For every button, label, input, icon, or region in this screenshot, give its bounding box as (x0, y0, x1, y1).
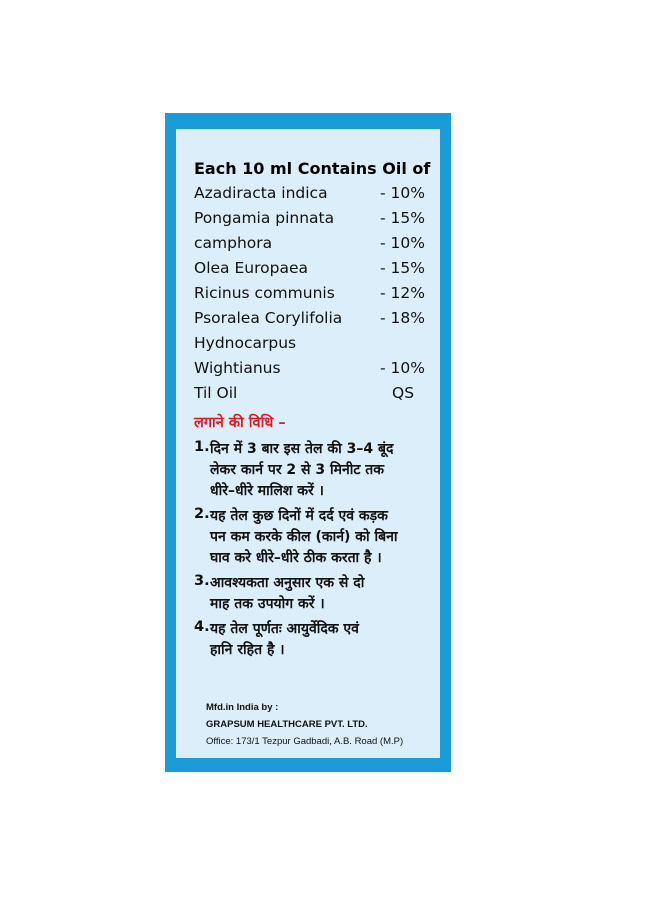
step-text-line: लेकर कार्न पर 2 से 3 मिनीट तक (210, 462, 385, 478)
label-panel (176, 129, 440, 758)
ingredient-row (194, 309, 434, 334)
step-text-line: धीरे–धीरे मालिश करें । (210, 483, 324, 499)
manufacturer-label: Mfd.in India by : (206, 702, 279, 713)
ingredient-percentage: - 10% (380, 359, 425, 377)
composition-heading: Each 10 ml Contains Oil of (194, 159, 431, 178)
ingredient-row (194, 234, 434, 259)
ingredient-name: Ricinus communis (194, 284, 335, 302)
ingredient-row (194, 184, 434, 209)
step-text-line: पन कम करके कील (कार्न) को बिना (210, 529, 398, 545)
ingredient-percentage: - 12% (380, 284, 425, 302)
step-number: 1. (194, 439, 210, 455)
ingredient-percentage: - 15% (380, 209, 425, 227)
step-number: 2. (194, 506, 210, 522)
step-text-line: माह तक उपयोग करें । (210, 596, 325, 612)
usage-step (194, 573, 434, 615)
ingredient-percentage: QS (392, 384, 415, 402)
usage-step (194, 619, 434, 661)
ingredient-row (194, 359, 434, 384)
ingredient-percentage: - 15% (380, 259, 425, 277)
manufacturer-name: GRAPSUM HEALTHCARE PVT. LTD. (206, 719, 368, 730)
manufacturer-office: Office: 173/1 Tezpur Gadbadi, A.B. Road (M.P) (206, 736, 404, 747)
usage-method-title: लगाने की विधि – (194, 415, 286, 431)
step-number: 4. (194, 619, 210, 635)
ingredient-name: Psoralea Corylifolia (194, 309, 343, 327)
step-text-line: दिन में 3 बार इस तेल की 3–4 बूंद (210, 441, 394, 457)
ingredient-name: Til Oil (194, 384, 238, 402)
ingredient-name: Azadiracta indica (194, 184, 328, 202)
ingredient-row (194, 209, 434, 234)
step-text-line: घाव करे धीरे–धीरे ठीक करता है । (210, 550, 382, 566)
ingredient-percentage: - 18% (380, 309, 425, 327)
ingredient-percentage: - 10% (380, 184, 425, 202)
step-number: 3. (194, 573, 210, 589)
step-text-line: हानि रहित है । (210, 642, 285, 658)
step-text-line: यह तेल कुछ दिनों में दर्द एवं कड़क (210, 508, 388, 524)
usage-steps (194, 439, 434, 665)
step-text-line: आवश्यकता अनुसार एक से दो (210, 575, 365, 591)
step-text-line: यह तेल पूर्णतः आयुर्वेदिक एवं (210, 621, 359, 637)
usage-step (194, 439, 434, 502)
ingredient-row (194, 384, 434, 409)
ingredient-row (194, 334, 434, 359)
ingredient-name: Pongamia pinnata (194, 209, 335, 227)
product-label (165, 113, 451, 772)
ingredient-name: camphora (194, 234, 273, 252)
ingredient-name: Hydnocarpus (194, 334, 297, 352)
ingredient-list (194, 184, 434, 409)
ingredient-row (194, 284, 434, 309)
ingredient-name: Olea Europaea (194, 259, 308, 277)
ingredient-name: Wightianus (194, 359, 281, 377)
ingredient-percentage: - 10% (380, 234, 425, 252)
ingredient-row (194, 259, 434, 284)
usage-step (194, 506, 434, 569)
manufacturer-block (206, 699, 403, 750)
